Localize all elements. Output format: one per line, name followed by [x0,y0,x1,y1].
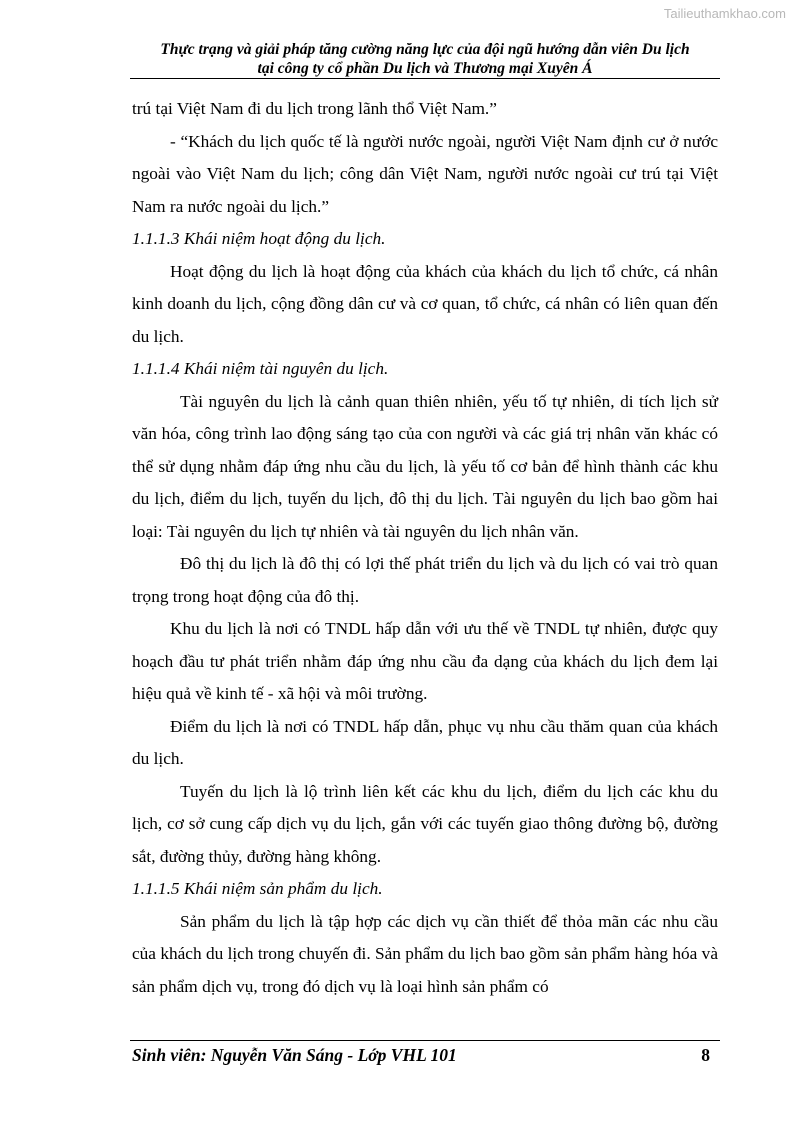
paragraph: Điểm du lịch là nơi có TNDL hấp dẫn, phục vụ nhu cầu thăm quan của khách du lịch. [132,716,718,768]
header-line-1: Thực trạng và giải pháp tăng cường năng lực của đội ngũ hướng dẫn viên Du lịch [160,41,690,58]
footer-divider [130,1040,720,1041]
paragraph: Sản phẩm du lịch là tập hợp các dịch vụ cần thiết để thỏa mãn các nhu cầu của khách du lịch trong chuyến đi. Sản phẩm du lịch bao gồm sản phẩm hàng hóa và sản phẩm dịch vụ, trong đó dịch vụ là loại hình sản phẩm có [132,911,718,996]
footer-author: Sinh viên: Nguyễn Văn Sáng - Lớp VHL 101 [132,1045,457,1065]
header-line-2: tại công ty cổ phần Du lịch và Thương mại Xuyên Á [257,60,593,77]
paragraph: Tài nguyên du lịch là cảnh quan thiên nhiên, yếu tố tự nhiên, di tích lịch sử văn hóa, công trình lao động sáng tạo của con người và các giá trị nhân văn khác có thể sử dụng nhằm đáp ứng nhu cầu du lịch, là yếu tố cơ bản để hình thành các khu du lịch, điểm du lịch, tuyến du lịch, đô thị du lịch. Tài nguyên du lịch bao gồm hai loại: Tài nguyên du lịch tự nhiên và tài nguyên du lịch nhân văn. [132,391,718,541]
paragraph: Hoạt động du lịch là hoạt động của khách của khách du lịch tổ chức, cá nhân kinh doanh du lịch, cộng đồng dân cư và cơ quan, tổ chức, cá nhân có liên quan đến du lịch. [132,261,718,346]
document-body [132,93,718,1003]
running-header [130,40,720,78]
paragraph: trú tại Việt Nam đi du lịch trong lãnh thổ Việt Nam.” [132,99,497,118]
section-heading: 1.1.1.5 Khái niệm sản phẩm du lịch. [132,879,383,898]
section-heading: 1.1.1.3 Khái niệm hoạt động du lịch. [132,229,386,248]
section-heading: 1.1.1.4 Khái niệm tài nguyên du lịch. [132,359,389,378]
watermark-text: Tailieuthamkhao.com [663,6,786,21]
running-footer [132,1044,716,1066]
header-divider [130,78,720,79]
page-number: 8 [701,1045,710,1065]
paragraph: - “Khách du lịch quốc tế là người nước ngoài, người Việt Nam định cư ở nước ngoài vào Việt Nam du lịch; công dân Việt Nam, người nước ngoài cư trú tại Việt Nam ra nước ngoài du lịch.” [132,131,718,216]
paragraph: Khu du lịch là nơi có TNDL hấp dẫn với ưu thế về TNDL tự nhiên, được quy hoạch đầu tư phát triển nhằm đáp ứng nhu cầu đa dạng của khách du lịch đem lại hiệu quả về kinh tế - xã hội và môi trường. [132,619,718,703]
paragraph: Đô thị du lịch là đô thị có lợi thế phát triển du lịch và du lịch có vai trò quan trọng trong hoạt động của đô thị. [132,554,718,606]
paragraph: Tuyến du lịch là lộ trình liên kết các khu du lịch, điểm du lịch các khu du lịch, cơ sở cung cấp dịch vụ du lịch, gắn với các tuyến giao thông đường bộ, đường sắt, đường thủy, đường hàng không. [132,781,718,866]
